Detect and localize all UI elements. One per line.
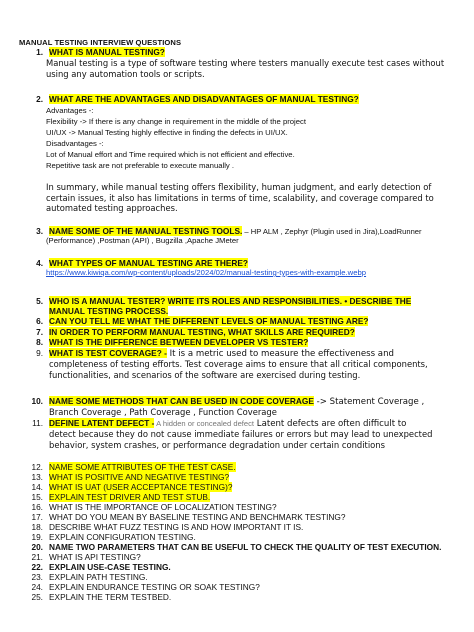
question-number: 3. [36, 226, 43, 236]
question-number: 14. [31, 482, 43, 492]
answer-3-line: – HP ALM , Zephyr (Plugin used in Jira),LoadRunner [242, 227, 422, 236]
question-number: 17. [31, 512, 43, 522]
answer-2-line: Lot of Manual effort and Time required which is not efficient and effective. [46, 150, 295, 159]
question-text: EXPLAIN PATH TESTING. [49, 572, 148, 582]
answer-9: completeness of testing efforts. Test coverage aims to ensure that all critical components, functionalities, and scenarios of the software are exercised during testing. [49, 359, 428, 380]
question-text: WHAT IS API TESTING? [49, 552, 141, 562]
question-text: DESCRIBE WHAT FUZZ TESTING IS AND HOW IMPORTANT IT IS. [49, 522, 304, 532]
question-number: 5. [36, 296, 43, 306]
answer-2-line: Disadvantages -: [46, 139, 104, 148]
question-text: EXPLAIN CONFIGURATION TESTING. [49, 532, 196, 542]
question-number: 12. [31, 462, 43, 472]
question-text: EXPLAIN USE-CASE TESTING. [49, 562, 171, 572]
answer-1: Manual testing is a type of software testing where testers manually execute test cases without using any automation tools or scripts. [46, 58, 445, 79]
question-number: 25. [31, 592, 43, 602]
question-text: MANUAL TESTING PROCESS. [49, 306, 169, 316]
question-text: WHAT IS UAT (USER ACCEPTANCE TESTING)? [49, 482, 233, 492]
question-text: WHAT IS THE DIFFERENCE BETWEEN DEVELOPER VS TESTER? [49, 337, 309, 347]
question-number: 18. [31, 522, 43, 532]
question-text: WHO IS A MANUAL TESTER? WRITE ITS ROLES AND RESPONSIBILITIES. • DESCRIBE THE [49, 296, 412, 306]
question-number: 19. [31, 532, 43, 542]
answer-9-first: It is a metric used to measure the effectiveness and [166, 349, 394, 359]
answer-2-line: Advantages -: [46, 106, 94, 115]
question-text: WHAT IS THE IMPORTANCE OF LOCALIZATION TESTING? [49, 502, 277, 512]
question-number: 8. [36, 337, 43, 347]
question-text: EXPLAIN THE TERM TESTBED. [49, 592, 172, 602]
question-text: WHAT IS POSITIVE AND NEGATIVE TESTING? [49, 472, 230, 482]
question-text: NAME TWO PARAMETERS THAT CAN BE USEFUL TO CHECK THE QUALITY OF TEST EXECUTION. [49, 542, 442, 552]
question-number: 20. [31, 542, 43, 552]
question-number: 16. [31, 502, 43, 512]
question-number: 22. [31, 562, 43, 572]
answer-11-gray: A hidden or concealed defect [154, 419, 255, 428]
manual-testing-types-link[interactable]: https://www.kiwiqa.com/wp-content/uploads/2024/02/manual-testing-types-with-example.webp [46, 268, 367, 277]
answer-11-first: Latent defects are often difficult to [254, 419, 407, 429]
question-text: CAN YOU TELL ME WHAT THE DIFFERENT LEVELS OF MANUAL TESTING ARE? [49, 316, 369, 326]
question-number: 6. [36, 316, 43, 326]
question-number: 2. [36, 94, 43, 104]
question-text: NAME SOME ATTRIBUTES OF THE TEST CASE. [49, 462, 236, 472]
answer-11: detect because they do not cause immediate failures or errors but may lead to unexpected behavior, system crashes, or performance degradation under certain conditions [49, 429, 433, 450]
question-number: 23. [31, 572, 43, 582]
question-number: 4. [36, 258, 43, 268]
question-text: WHAT TYPES OF MANUAL TESTING ARE THERE? [49, 258, 248, 268]
answer-10-first: -> Statement Coverage , [313, 397, 425, 407]
question-text: WHAT IS TEST COVERAGE? - [49, 348, 167, 358]
document-title: MANUAL TESTING INTERVIEW QUESTIONS [19, 38, 182, 47]
question-text: IN ORDER TO PERFORM MANUAL TESTING, WHAT SKILLS ARE REQUIRED? [49, 327, 355, 337]
question-number: 1. [36, 47, 43, 57]
answer-2-line: Repetitive task are not preferable to execute manually . [46, 161, 235, 170]
question-text: DEFINE LATENT DEFECT - [49, 418, 155, 428]
answer-2-summary: In summary, while manual testing offers flexibility, human judgment, and early detection of certain issues, it also has limitations in terms of time, scalability, and coverage compared to automated testing approaches. [46, 182, 434, 214]
answer-2-line: UI/UX -> Manual Testing highly effective in finding the defects in UI/UX. [46, 128, 288, 137]
question-text: NAME SOME OF THE MANUAL TESTING TOOLS. [49, 226, 243, 236]
question-number: 21. [31, 552, 43, 562]
question-text: WHAT IS MANUAL TESTING? [49, 47, 165, 57]
question-text: WHAT DO YOU MEAN BY BASELINE TESTING AND BENCHMARK TESTING? [49, 512, 346, 522]
question-number: 9. [36, 348, 43, 358]
question-number: 13. [31, 472, 43, 482]
question-number: 10. [31, 396, 43, 406]
question-text: EXPLAIN TEST DRIVER AND TEST STUB. [49, 492, 211, 502]
question-number: 7. [36, 327, 43, 337]
question-text: NAME SOME METHODS THAT CAN BE USED IN CODE COVERAGE [49, 396, 314, 406]
question-number: 15. [31, 492, 43, 502]
question-text: EXPLAIN ENDURANCE TESTING OR SOAK TESTING? [49, 582, 260, 592]
question-number: 11. [32, 418, 43, 428]
question-number: 24. [31, 582, 43, 592]
question-text: WHAT ARE THE ADVANTAGES AND DISADVANTAGES OF MANUAL TESTING? [49, 94, 359, 104]
answer-2-line: Flexibility -> If there is any change in requirement in the middle of the project [46, 117, 307, 126]
answer-10: Branch Coverage , Path Coverage , Function Coverage [49, 407, 277, 417]
answer-3-line: (Performance) ,Postman (API) , Bugzilla ,Apache JMeter [46, 236, 239, 245]
